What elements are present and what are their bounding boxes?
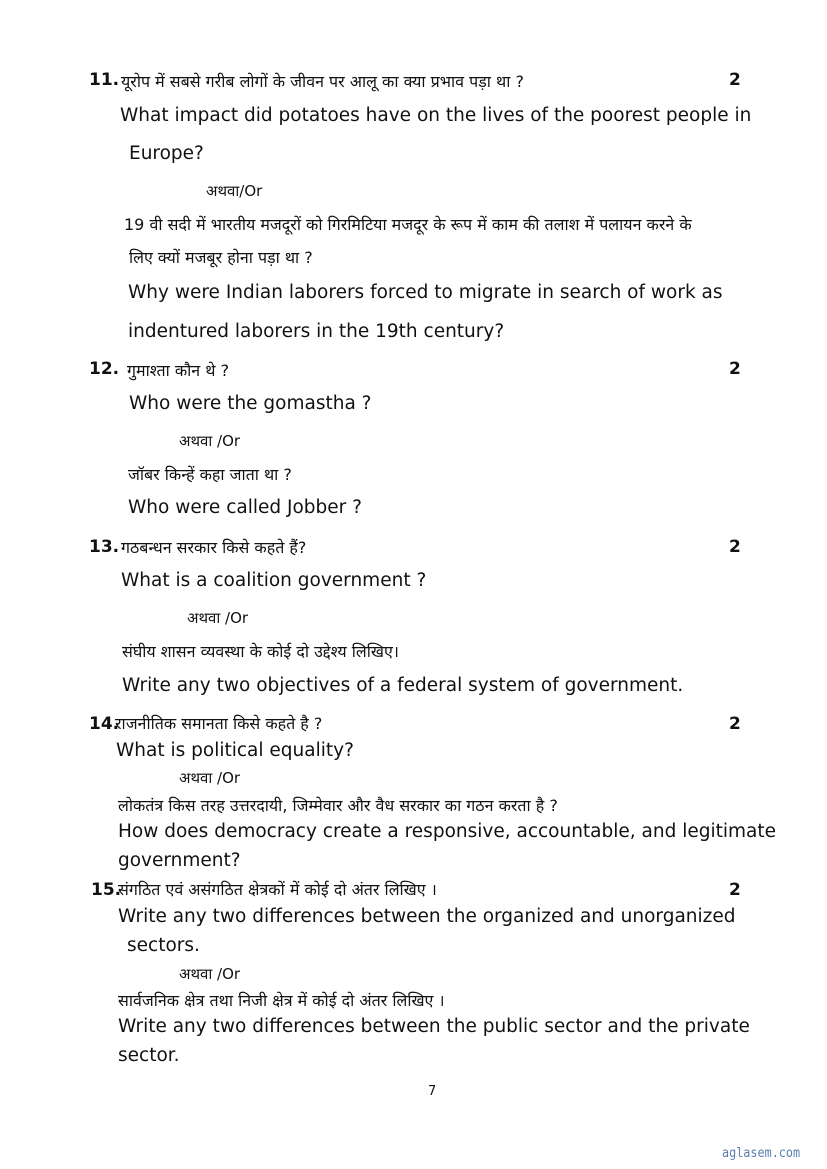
q15-hindi: संगठित एवं असंगठित क्षेत्रकों में कोई दो अंतर लिखिए । <box>118 880 437 899</box>
q14-or-label: अथवा /Or <box>179 769 241 787</box>
q11-alt-english-line1: Why were Indian laborers forced to migrate in search of work as <box>128 282 723 303</box>
q11-marks: 2 <box>729 70 741 90</box>
q15-marks: 2 <box>729 880 741 900</box>
q15-number: 15. <box>91 880 122 900</box>
q12-english: Who were the gomastha ? <box>129 393 372 414</box>
q13-hindi: गठबन्धन सरकार किसे कहते हैं? <box>121 538 307 557</box>
q11-hindi: यूरोप में सबसे गरीब लोगों के जीवन पर आलू का क्या प्रभाव पड़ा था ? <box>121 72 524 91</box>
q12-marks: 2 <box>729 359 741 379</box>
q13-or-label: अथवा /Or <box>187 609 249 627</box>
q14-number: 14. <box>89 714 120 734</box>
q13-number: 13. <box>89 537 120 557</box>
q11-english-line1: What impact did potatoes have on the lives of the poorest people in <box>120 105 752 126</box>
q11-alt-hindi-line2: लिए क्यों मजबूर होना पड़ा था ? <box>129 248 313 267</box>
q11-or-label: अथवा/Or <box>206 182 263 200</box>
q14-alt-english-line2: government? <box>118 850 241 871</box>
q14-english: What is political equality? <box>116 740 354 761</box>
q14-hindi: राजनीतिक समानता किसे कहते है ? <box>115 714 323 733</box>
q15-or-label: अथवा /Or <box>179 965 241 983</box>
q11-alt-hindi-line1: 19 वी सदी में भारतीय मजदूरों को गिरमिटिया मजदूर के रूप में काम की तलाश में पलायन करने के <box>124 215 692 234</box>
q15-alt-english-line2: sector. <box>118 1045 180 1066</box>
q14-alt-hindi: लोकतंत्र किस तरह उत्तरदायी, जिम्मेवार और वैध सरकार का गठन करता है ? <box>118 796 558 815</box>
q11-alt-english-line2: indentured laborers in the 19th century? <box>128 321 505 342</box>
q14-marks: 2 <box>729 714 741 734</box>
q14-alt-english-line1: How does democracy create a responsive, accountable, and legitimate <box>118 821 777 842</box>
q15-english-line2: sectors. <box>127 935 200 956</box>
q12-alt-hindi: जॉबर किन्हें कहा जाता था ? <box>128 465 292 484</box>
q13-alt-hindi: संघीय शासन व्यवस्था के कोई दो उद्देश्य लिखिए। <box>122 642 399 661</box>
q13-english: What is a coalition government ? <box>121 570 427 591</box>
q15-english-line1: Write any two differences between the organized and unorganized <box>118 906 736 927</box>
q13-alt-english: Write any two objectives of a federal system of government. <box>122 675 684 696</box>
page-number: 7 <box>428 1084 437 1099</box>
q15-alt-hindi: सार्वजनिक क्षेत्र तथा निजी क्षेत्र में कोई दो अंतर लिखिए । <box>118 991 445 1010</box>
q13-marks: 2 <box>729 537 741 557</box>
q12-or-label: अथवा /Or <box>179 432 241 450</box>
q12-number: 12. <box>89 359 120 379</box>
q11-number: 11. <box>89 70 120 90</box>
q12-hindi: गुमाश्ता कौन थे ? <box>127 361 230 380</box>
q11-english-line2: Europe? <box>129 143 204 164</box>
watermark: aglasem.com <box>722 1146 801 1161</box>
q15-alt-english-line1: Write any two differences between the public sector and the private <box>118 1016 750 1037</box>
q12-alt-english: Who were called Jobber ? <box>128 497 362 518</box>
